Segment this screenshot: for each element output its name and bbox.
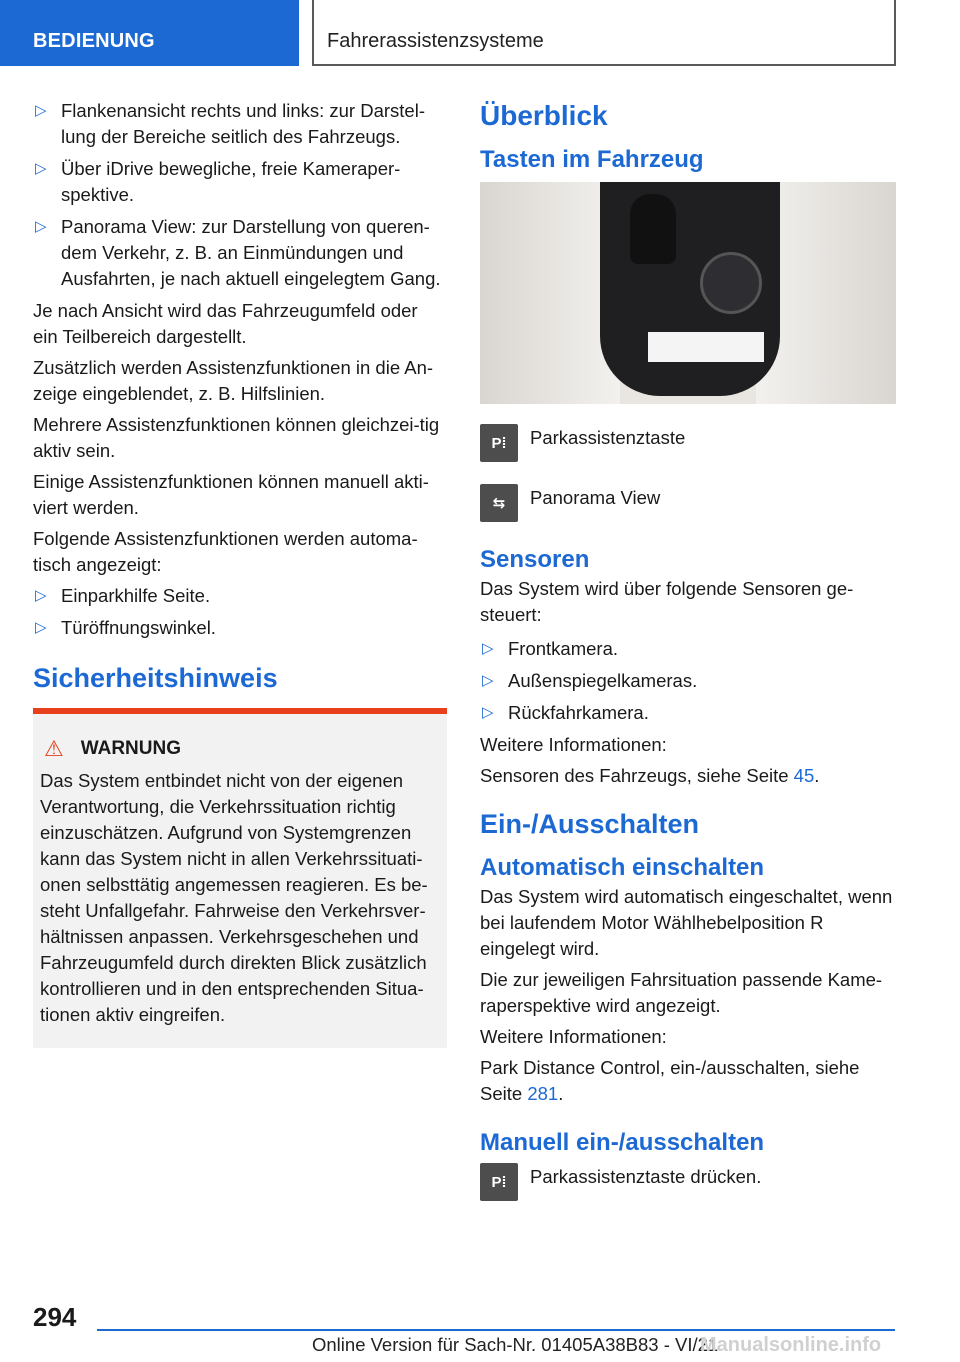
list-item: ▷ Türöffnungswinkel. (33, 615, 447, 641)
list-item: ▷ Über iDrive bewegliche, freie Kameraper‐spektive. (35, 158, 401, 205)
list-item: ▷ Panorama View: zur Darstellung von queren‐dem Verkehr, z. B. an Einmündungen und Ausfahrten, je nach aktuell eingelegtem Gang. (35, 216, 441, 289)
panorama-view-button-row: ⇆ Panorama View (480, 484, 896, 522)
park-assist-icon: P⁞ (480, 424, 518, 462)
triangle-bullet-icon: ▷ (35, 160, 47, 177)
park-assist-button-row: P⁞ Parkassistenztaste (480, 424, 896, 462)
more-info-label: Weitere Informationen: (480, 1026, 667, 1047)
auto-functions-list (33, 583, 447, 641)
buttons-heading: Tasten im Fahrzeug (480, 146, 704, 173)
sensors-intro: Das System wird über folgende Sensoren ge‐steuert: (480, 578, 854, 625)
auto-heading: Automatisch einschalten (480, 854, 765, 881)
sensors-heading: Sensoren (480, 546, 590, 573)
list-item: ▷ Flankenansicht rechts und links: zur Darstel‐lung der Bereiche seitlich des Fahrzeugs. (35, 100, 425, 147)
page-number: 294 (33, 1302, 77, 1332)
chapter-title: Fahrerassistenzsysteme (312, 0, 896, 66)
paragraph: Mehrere Assistenzfunktionen können gleichzei‐tig aktiv sein. (33, 414, 440, 461)
list-item: ▷ Rückfahrkamera. (480, 700, 896, 726)
manual-button-row: P⁞ Parkassistenztaste drücken. (480, 1163, 896, 1201)
paragraph: Folgende Assistenzfunktionen werden automa‐tisch angezeigt: (33, 528, 418, 575)
view-list (33, 98, 447, 292)
park-assist-icon: P⁞ (480, 1163, 518, 1201)
triangle-bullet-icon: ▷ (35, 587, 47, 604)
triangle-bullet-icon: ▷ (482, 640, 494, 657)
sensors-list (480, 636, 896, 726)
warning-title: ⚠ WARNUNG (44, 736, 182, 761)
gear-selector-icon (630, 194, 676, 264)
triangle-bullet-icon: ▷ (482, 672, 494, 689)
list-item: ▷ Einparkhilfe Seite. (33, 583, 447, 609)
left-column (33, 98, 447, 1048)
paragraph: Einige Assistenzfunktionen können manuell akti‐viert werden. (33, 471, 429, 518)
pdc-reference: Park Distance Control, ein-/ausschalten, siehe Seite 281. (480, 1057, 860, 1104)
watermark: Manualsonline.info (700, 1334, 882, 1356)
manual-heading: Manuell ein-/ausschalten (480, 1129, 765, 1156)
online-version: Online Version für Sach-Nr. 01405A38B83 - VI/21 (312, 1334, 719, 1355)
more-info-label: Weitere Informationen: (480, 734, 667, 755)
warning-triangle-icon: ⚠ (44, 736, 64, 761)
paragraph: Die zur jeweiligen Fahrsituation passende Kame‐raperspektive wird angezeigt. (480, 969, 883, 1016)
page-link[interactable]: 281 (527, 1083, 559, 1104)
sensors-reference: Sensoren des Fahrzeugs, siehe Seite 45. (480, 765, 820, 786)
page-link[interactable]: 45 (793, 765, 815, 786)
warning-text: Das System entbindet nicht von der eigenen Verantwortung, die Verkehrssituation richtig einzuschätzen. Aufgrund von Systemgrenzen kann das System nicht in allen Verkehrssituati‐onen selbsttätig angemessen reagieren. Es be‐steht Unfallgefahr. Fahrweise den Verkehrsver‐hältnissen anpassen. Verkehrsgeschehen und Fahrzeugumfeld durch direkten Blick zusätzlich kontrollieren und in den entsprechenden Situa‐tionen aktiv eingreifen. (40, 770, 428, 1025)
section-tab: BEDIENUNG (0, 0, 299, 66)
paragraph: Je nach Ansicht wird das Fahrzeugumfeld oder ein Teilbereich dargestellt. (33, 300, 418, 347)
paragraph: Zusätzlich werden Assistenzfunktionen in die An‐zeige eingeblendet, z. B. Hilfslinien. (33, 357, 434, 404)
paragraph: Das System wird automatisch eingeschaltet, wenn bei laufendem Motor Wählhebelposition R eingelegt wird. (480, 886, 893, 959)
triangle-bullet-icon: ▷ (35, 218, 47, 235)
triangle-bullet-icon: ▷ (35, 619, 47, 636)
idrive-controller-icon (700, 252, 762, 314)
overview-heading: Überblick (480, 100, 608, 131)
safety-heading: Sicherheitshinweis (33, 663, 278, 693)
warning-box (33, 708, 447, 1048)
right-column (480, 98, 896, 1223)
panorama-view-icon: ⇆ (480, 484, 518, 522)
footer-divider (97, 1329, 895, 1331)
onoff-heading: Ein-/Ausschalten (480, 809, 700, 839)
console-photo (480, 182, 896, 404)
list-item: ▷ Außenspiegelkameras. (480, 668, 896, 694)
triangle-bullet-icon: ▷ (35, 102, 47, 119)
triangle-bullet-icon: ▷ (482, 704, 494, 721)
list-item: ▷ Frontkamera. (480, 636, 896, 662)
